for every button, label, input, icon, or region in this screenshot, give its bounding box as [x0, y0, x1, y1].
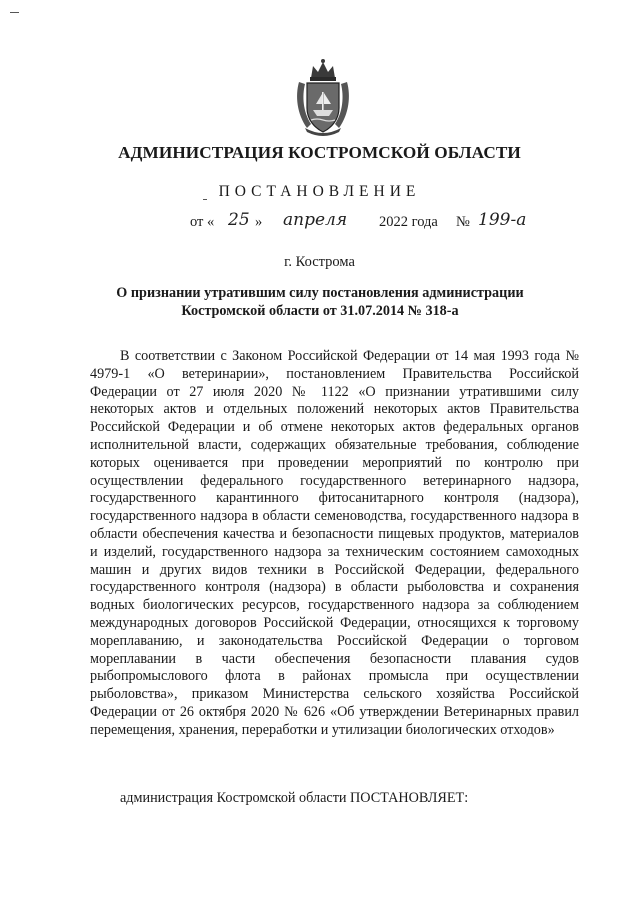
document-number-handwritten: 199-а [478, 210, 527, 230]
organization-title: АДМИНИСТРАЦИЯ КОСТРОМСКОЙ ОБЛАСТИ [118, 143, 521, 162]
date-day-handwritten: 25 [228, 210, 250, 230]
resolution-line: администрация Костромской области ПОСТАНОВЛЯЕТ: [120, 790, 469, 806]
city: г. Кострома [284, 254, 355, 270]
date-year: 2022 года [379, 214, 438, 230]
scan-tick [203, 199, 207, 200]
date-month-handwritten: апреля [283, 210, 348, 230]
date-prefix: от « [190, 214, 215, 230]
preamble-paragraph: В соответствии с Законом Российской Федерации от 14 мая 1993 года № 4979-1 «О ветеринарии», постановлением Правительства Российской Федерации от 27 июля 2020 № 1122 «О признании утратившими силу некоторых актов и отдельных положений некоторых актов Правительства Российской Федерации и об отмене некоторых актов федеральных органов исполнительной власти, содержащих обязательные требования, соблюдение которых оценивается при проведении мероприятий по контролю при осуществлении федерального государственного ветеринарного надзора, государственного карантинного фитосанитарного контроля (надзора), государственного надзора в области семеноводства, государственного надзора в области обеспечения качества и безопасности пищевых продуктов, материалов и изделий, государственного надзора за техническим состоянием самоходных машин и других видов техники в Российской Федерации, федерального государственного контроля (надзора) в области рыболовства и сохранения водных биологических ресурсов, государственного надзора за соблюдением международных договоров Российской Федерации, относящихся к торговому мореплаванию, и законодательства Российской Федерации о торговом мореплавании в части обеспечения безопасности плавания судов рыбопромыслового флота в районах промысла при осуществлении рыболовства», приказом Министерства сельского хозяйства Российской Федерации от 26 октября 2020 № 626 «Об утверждении Ветеринарных правил перемещения, хранения, переработки и утилизации биологических отходов» [90, 348, 579, 738]
document-type-label: ПОСТАНОВЛЕНИЕ [218, 183, 421, 200]
scan-mark [10, 12, 19, 13]
date-close-quote: » [255, 214, 263, 230]
document-subject [90, 285, 550, 320]
kostroma-oblast-coat-of-arms-icon [293, 58, 353, 136]
number-sign: № [456, 214, 470, 230]
subject-line-2: Костромской области от 31.07.2014 № 318-а [181, 302, 459, 319]
document-type [0, 183, 639, 201]
subject-line-1: О признании утратившим силу постановления администрации [116, 285, 524, 301]
